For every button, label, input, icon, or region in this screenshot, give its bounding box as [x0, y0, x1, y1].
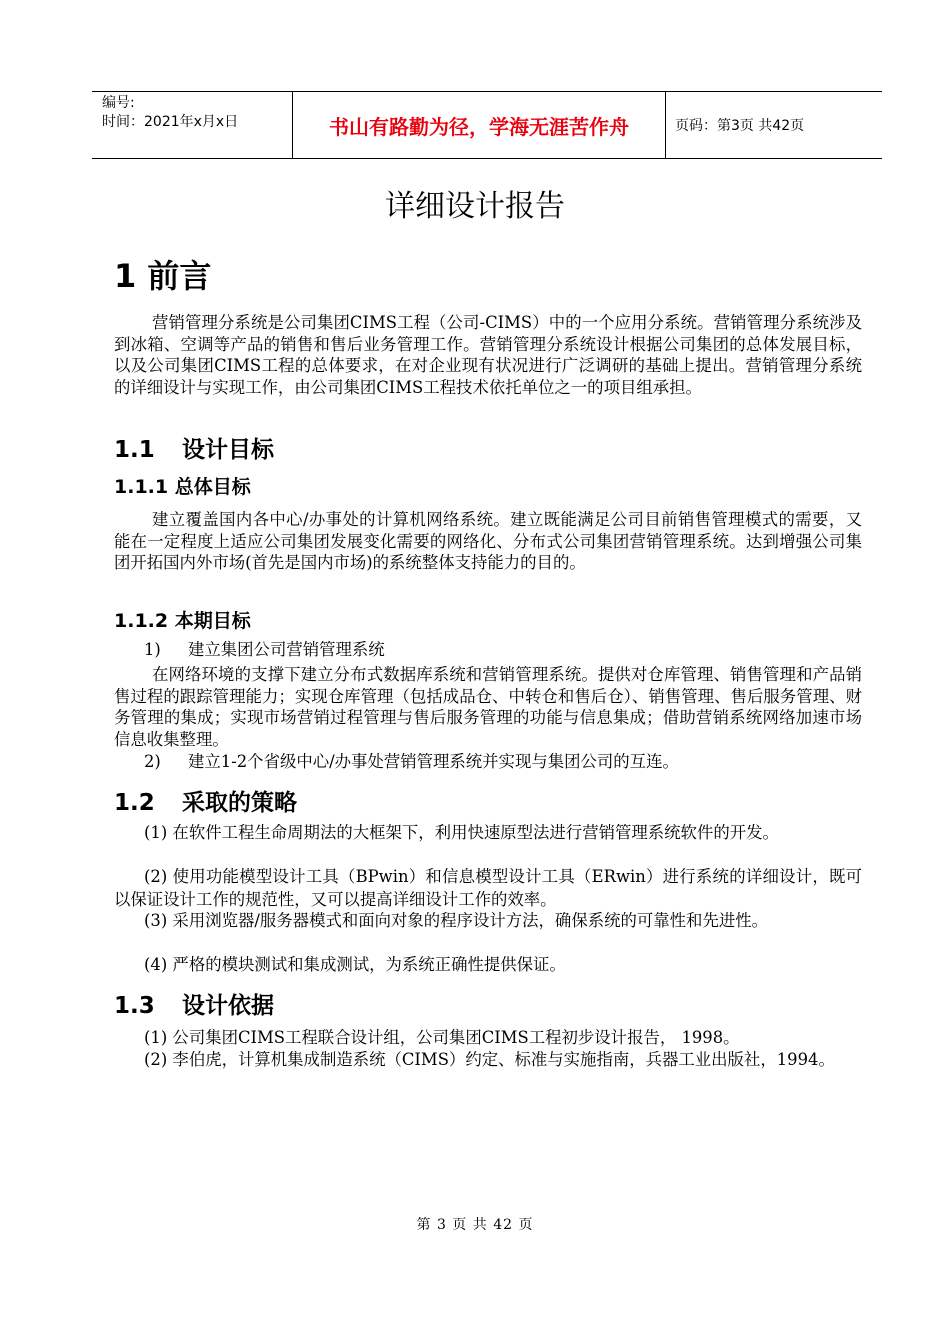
strategy-item-1: (1) 在软件工程生命周期法的大框架下，利用快速原型法进行营销管理系统软件的开发。: [144, 823, 779, 842]
strategy-item-2: (2) 使用功能模型设计工具（BPwin）和信息模型设计工具（ERwin）进行系统的详细设计，既可以保证设计工作的规范性，又可以提高详细设计工作的效率。: [114, 867, 862, 909]
motto-text: 书山有路勤为径，学海无涯苦作舟: [329, 114, 629, 139]
document-title: 详细设计报告: [385, 189, 565, 224]
preface-paragraph: 营销管理分系统是公司集团CIMS工程（公司-CIMS）中的一个应用分系统。营销管理分系统涉及到冰箱、空调等产品的销售和售后业务管理工作。营销管理分系统设计根据公司集团的总体发展目标，以及公司集团CIMS工程的总体要求，在对企业现有状况进行广泛调研的基础上提出。营销管理分系统的详细设计与实现工作，由公司集团CIMS工程技术依托单位之一的项目组承担。: [114, 313, 862, 397]
current-goal-paragraph: 在网络环境的支撑下建立分布式数据库系统和营销管理系统。提供对仓库管理、销售管理和产品销售过程的跟踪管理能力；实现仓库管理（包括成品仓、中转仓和售后仓）、销售管理、售后服务管理、财务管理的集成；实现市场营销过程管理与售后服务管理的功能与信息集成；借助营销系统网络加速市场信息收集整理。: [114, 665, 862, 749]
number-label: 编号:: [102, 95, 135, 111]
heading-number: 1.3: [114, 993, 155, 1019]
heading-1-1-2: 1.1.2 本期目标: [114, 610, 251, 632]
basis-item-2: (2) 李伯虎，计算机集成制造系统（CIMS）约定、标准与实施指南，兵器工业出版社，1994。: [144, 1050, 835, 1069]
header-page: [666, 92, 882, 158]
heading-1-1: [114, 431, 274, 464]
heading-number: 1.1: [114, 437, 155, 463]
heading-text: 设计目标: [182, 437, 274, 463]
page-label: 页码：第3页 共42页: [675, 118, 805, 134]
current-goal-item-1: [114, 639, 862, 662]
item-text: 建立1-2个省级中心/办事处营销管理系统并实现与集团公司的互连。: [188, 752, 679, 771]
heading-1-preface: 1 前言: [114, 257, 212, 295]
item-number: 1): [144, 640, 161, 659]
current-goal-item-2: [114, 751, 862, 774]
heading-1-1-1: 1.1.1 总体目标: [114, 476, 251, 498]
heading-1-3: [114, 987, 274, 1020]
item-text: 建立集团公司营销管理系统: [188, 640, 385, 659]
page-footer: 第 3 页 共 42 页: [416, 1217, 534, 1233]
basis-item-1: (1) 公司集团CIMS工程联合设计组，公司集团CIMS工程初步设计报告， 1998。: [144, 1028, 740, 1047]
item-number: 2): [144, 752, 161, 771]
overall-goal-paragraph: 建立覆盖国内各中心/办事处的计算机网络系统。建立既能满足公司目前销售管理模式的需要，又能在一定程度上适应公司集团发展变化需要的网络化、分布式公司集团营销管理系统。达到增强公司集团开拓国内外市场(首先是国内市场)的系统整体支持能力的目的。: [114, 510, 862, 573]
heading-1-2: [114, 784, 297, 817]
heading-text: 采取的策略: [182, 790, 297, 816]
header-meta: [92, 92, 292, 158]
strategy-item-4: (4) 严格的模块测试和集成测试，为系统正确性提供保证。: [144, 955, 566, 974]
heading-text: 设计依据: [182, 993, 274, 1019]
page-header: [92, 91, 882, 159]
strategy-item-3: (3) 采用浏览器/服务器模式和面向对象的程序设计方法，确保系统的可靠性和先进性。: [144, 911, 769, 930]
header-motto: [292, 92, 666, 158]
time-label: 时间：2021年x月x日: [102, 114, 239, 130]
heading-number: 1.2: [114, 790, 155, 816]
